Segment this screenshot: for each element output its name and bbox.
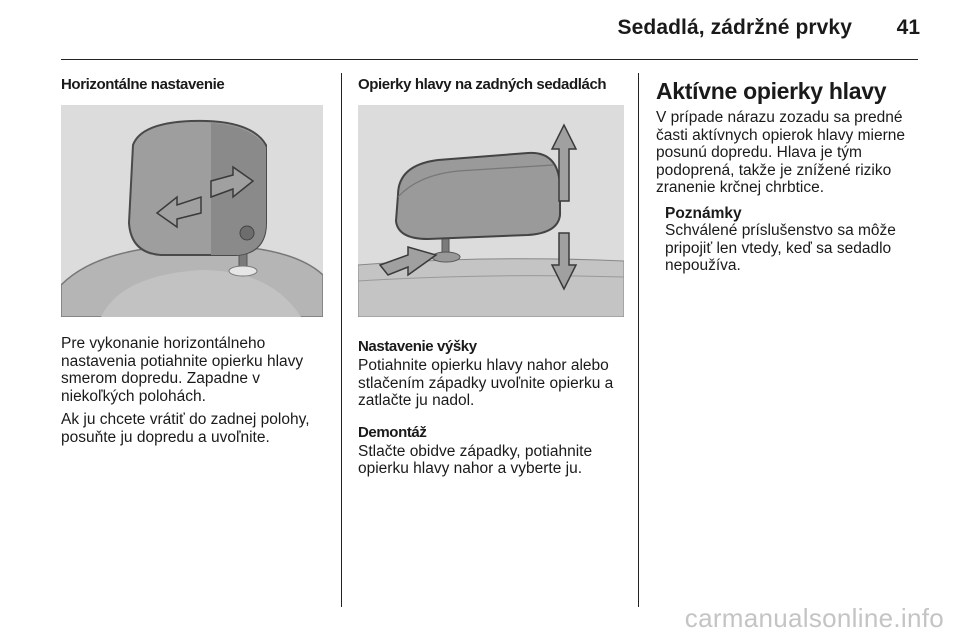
note-title: Poznámky bbox=[665, 204, 742, 222]
active-headrests-text: V prípade nárazu zozadu sa predné časti aktívnych opierok hlavy mierne posunú dopredu. Hlava je tým podoprená, takže je znížené riziko zranenie krčnej chrbtice. bbox=[656, 109, 905, 196]
note-text: Schválené príslušenstvo sa môže pripojiť len vtedy, keď sa sedadlo nepoužíva. bbox=[665, 222, 896, 274]
active-headrests-heading: Aktívne opierky hlavy bbox=[656, 78, 887, 104]
removal-text: Stlačte obidve západky, potiahnite opierku hlavy nahor a vyberte ju. bbox=[358, 442, 593, 477]
column-rear-headrests bbox=[358, 76, 624, 484]
horizontal-adjustment-text-1: Pre vykonanie horizontálneho nastavenia potiahnite opierku hlavy smerom dopredu. Zapadne v niekoľkých polohách. bbox=[61, 335, 304, 405]
height-adjustment-heading: Nastavenie výšky bbox=[358, 338, 477, 355]
rear-headrests-heading: Opierky hlavy na zadných sedadlách bbox=[358, 76, 607, 93]
column-divider-1 bbox=[341, 73, 342, 607]
page-header-title: Sedadlá, zádržné prvky bbox=[617, 16, 852, 39]
watermark: carmanualsonline.info bbox=[684, 603, 944, 633]
height-adjustment-text: Potiahnite opierku hlavy nahor alebo stlačením západky uvoľnite opierku a zatlačte ju nadol. bbox=[358, 357, 614, 409]
column-horizontal-adjustment bbox=[61, 76, 323, 452]
header-rule bbox=[61, 59, 918, 60]
column-active-headrests bbox=[656, 79, 921, 281]
horizontal-adjustment-heading: Horizontálne nastavenie bbox=[61, 76, 225, 93]
column-divider-2 bbox=[638, 73, 639, 607]
rear-headrest-illustration bbox=[358, 105, 624, 317]
note-block bbox=[665, 205, 921, 275]
headrest-horizontal-illustration bbox=[61, 105, 323, 317]
removal-heading: Demontáž bbox=[358, 423, 427, 441]
page-number: 41 bbox=[896, 16, 920, 39]
horizontal-adjustment-text-2: Ak ju chcete vrátiť do zadnej polohy, posuňte ju dopredu a uvoľnite. bbox=[61, 411, 310, 446]
